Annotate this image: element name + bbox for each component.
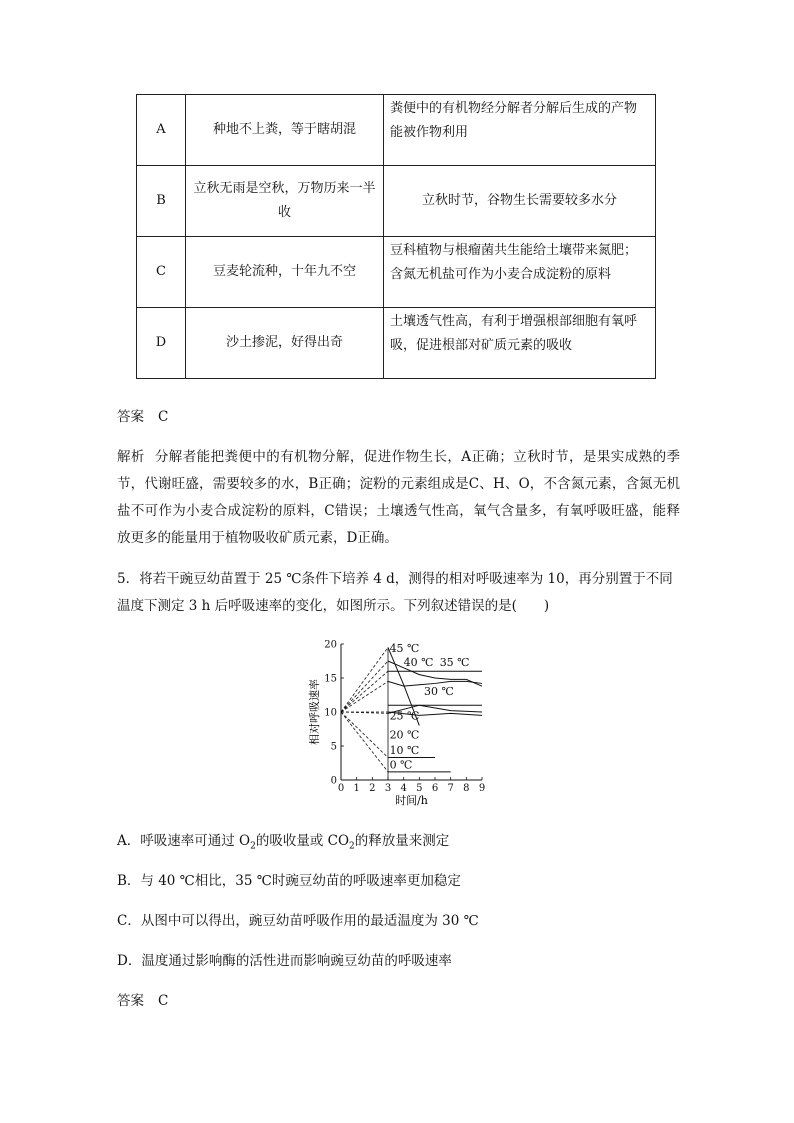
answer-label: 答案 — [117, 409, 144, 425]
answer-label: 答案 — [117, 993, 144, 1009]
dashed-projection-line — [341, 712, 388, 758]
analysis — [117, 444, 680, 552]
option-cell: D — [137, 308, 186, 379]
series-label: 45 ℃ — [389, 642, 420, 656]
x-tick-label: 2 — [369, 783, 376, 794]
y-tick-label: 5 — [330, 741, 337, 753]
explanation-cell: 土壤透气性高，有利于增强根部细胞有氧呼吸，促进根部对矿质元素的吸收 — [384, 308, 656, 379]
option-b: B．与 40 ℃相比，35 ℃时豌豆幼苗的呼吸速率更加稳定 — [117, 873, 461, 889]
x-tick-label: 5 — [416, 783, 423, 794]
answer-1 — [117, 404, 677, 431]
respiration-rate-chart — [300, 632, 500, 812]
x-tick-label: 8 — [463, 783, 470, 794]
x-tick-label: 0 — [337, 783, 345, 794]
analysis-text: 分解者能把粪便中的有机物分解，促进作物生长，A正确；立秋时节，是果实成熟的季节，代谢旺盛，需要较多的水，B正确；淀粉的元素组成是C、H、O，不含氮元素，含氮无机盐不可作为小麦合成淀粉的原料，C错误；土壤透气性高，氧气含量多，有氧呼吸旺盛，能释放更多的能量用于植物吸收矿质元素，D正确。 — [117, 449, 680, 546]
explanation-cell: 豆科植物与根瘤菌共生能给土壤带来氮肥；含氮无机盐可作为小麦合成淀粉的原料 — [384, 237, 656, 308]
saying-cell: 种地不上粪，等于瞎胡混 — [186, 95, 384, 166]
series-label: 25 ℃ — [389, 709, 420, 723]
series-label: 30 ℃ — [424, 685, 454, 698]
explanation-cell: 粪便中的有机物经分解者分解后生成的产物能被作物利用 — [384, 95, 656, 166]
series-label: 0 ℃ — [389, 758, 413, 772]
table-row — [137, 237, 656, 308]
option-cell: B — [137, 166, 186, 237]
x-tick-label: 7 — [447, 783, 454, 794]
chart-dashed-lines — [341, 647, 388, 771]
analysis-label: 解析 — [117, 449, 145, 465]
table-row — [137, 95, 656, 166]
dashed-projection-line — [341, 661, 388, 712]
option-cell: C — [137, 237, 186, 308]
saying-cell: 沙土掺泥，好得出奇 — [186, 308, 384, 379]
saying-cell: 立秋无雨是空秋，万物历来一半收 — [186, 166, 384, 237]
answer-2 — [117, 988, 677, 1015]
option-cell: A — [137, 95, 186, 166]
table-row — [137, 308, 656, 379]
option-a: A．呼吸速率可通过 $O_2$的吸收量或 $CO_2$的释放量来测定 — [117, 833, 450, 852]
dashed-projection-line — [341, 647, 388, 712]
answer-value: C — [158, 993, 169, 1009]
answer-value: C — [158, 409, 169, 425]
x-tick-label: 6 — [431, 783, 439, 794]
series-label: 35 ℃ — [439, 655, 470, 669]
x-tick-label: 1 — [353, 783, 360, 794]
dashed-projection-line — [341, 712, 388, 772]
option-c: C．从图中可以得出，豌豆幼苗呼吸作用的最适温度为 30 ℃ — [117, 913, 479, 929]
x-tick-label: 9 — [478, 783, 486, 794]
dashed-projection-line — [341, 712, 388, 713]
table-row — [137, 166, 656, 237]
explanation-cell: 立秋时节，谷物生长需要较多水分 — [384, 166, 656, 237]
x-tick-label: 3 — [384, 783, 392, 794]
dashed-projection-line — [341, 671, 388, 712]
y-tick-label: 0 — [330, 775, 337, 787]
sayings-table — [136, 94, 656, 379]
series-label: 20 ℃ — [389, 728, 420, 742]
x-tick-label: 4 — [400, 783, 407, 794]
y-tick-label: 15 — [324, 673, 337, 685]
question-5-stem-line-1: 5．将若干豌豆幼苗置于 25 ℃条件下培养 4 d，测得的相对呼吸速率为 10，再分别置于不同 — [117, 571, 673, 587]
saying-cell: 豆麦轮流种，十年九不空 — [186, 237, 384, 308]
series-label: 10 ℃ — [389, 744, 420, 758]
option-d: D．温度通过影响酶的活性进而影响豌豆幼苗的呼吸速率 — [117, 953, 452, 969]
y-tick-label: 20 — [324, 639, 337, 651]
x-axis-label: 时间/h — [395, 794, 428, 807]
series-label: 40 ℃ — [403, 655, 434, 669]
question-5-stem-line-2: 温度下测定 3 h 后呼吸速率的变化，如图所示。下列叙述错误的是( ) — [117, 598, 550, 614]
y-tick-label: 10 — [324, 707, 337, 719]
y-axis-label: 相对呼吸速率 — [308, 679, 321, 745]
